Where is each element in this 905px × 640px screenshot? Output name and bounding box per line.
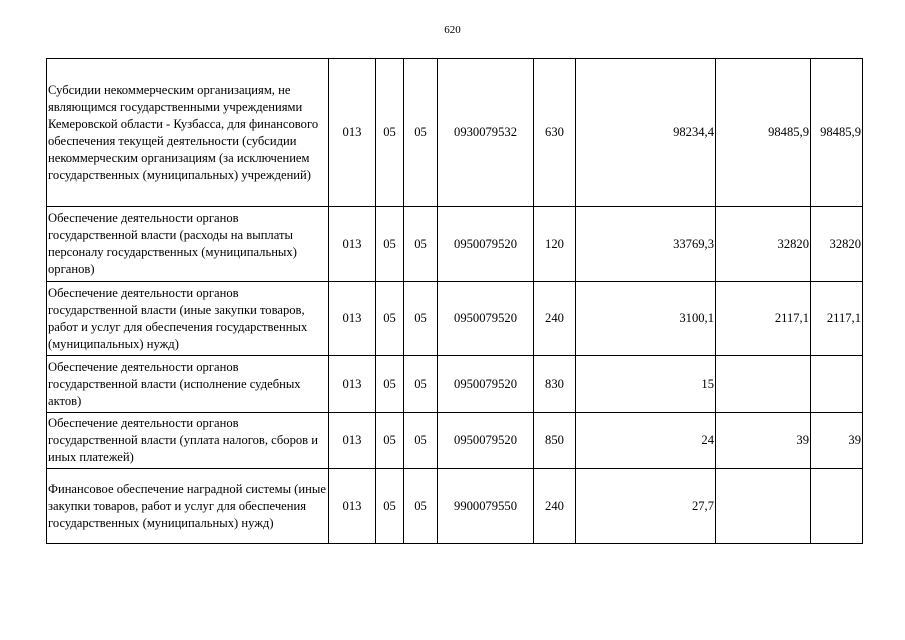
sum-year-3: 32820	[811, 207, 863, 282]
sum-year-1: 3100,1	[576, 282, 716, 356]
section-code: 05	[376, 356, 404, 413]
expense-type-code: 830	[534, 356, 576, 413]
ministry-code: 013	[329, 282, 376, 356]
target-article-code: 0930079532	[438, 59, 534, 207]
table-row	[47, 469, 863, 544]
sum-year-3	[811, 469, 863, 544]
subsection-code: 05	[404, 282, 438, 356]
table-row	[47, 356, 863, 413]
sum-year-2: 98485,9	[716, 59, 811, 207]
expense-type-code: 630	[534, 59, 576, 207]
expense-type-code: 120	[534, 207, 576, 282]
sum-year-1: 98234,4	[576, 59, 716, 207]
section-code: 05	[376, 59, 404, 207]
subsection-code: 05	[404, 469, 438, 544]
ministry-code: 013	[329, 413, 376, 469]
ministry-code: 013	[329, 356, 376, 413]
section-code: 05	[376, 469, 404, 544]
sum-year-2	[716, 469, 811, 544]
ministry-code: 013	[329, 59, 376, 207]
page-number: 620	[444, 24, 461, 36]
sum-year-1: 27,7	[576, 469, 716, 544]
sum-year-2: 2117,1	[716, 282, 811, 356]
subsection-code: 05	[404, 413, 438, 469]
row-name: Финансовое обеспечение наградной системы (иные закупки товаров, работ и услуг для обеспечения государственных (муниципальных) нужд)	[47, 469, 329, 544]
target-article-code: 0950079520	[438, 207, 534, 282]
sum-year-3: 98485,9	[811, 59, 863, 207]
section-code: 05	[376, 413, 404, 469]
table-row	[47, 413, 863, 469]
target-article-code: 9900079550	[438, 469, 534, 544]
ministry-code: 013	[329, 469, 376, 544]
sum-year-1: 24	[576, 413, 716, 469]
section-code: 05	[376, 282, 404, 356]
table-row	[47, 207, 863, 282]
sum-year-2: 39	[716, 413, 811, 469]
expense-type-code: 850	[534, 413, 576, 469]
row-name: Обеспечение деятельности органов государственной власти (исполнение судебных актов)	[47, 356, 329, 413]
budget-table	[46, 58, 863, 544]
sum-year-1: 33769,3	[576, 207, 716, 282]
section-code: 05	[376, 207, 404, 282]
target-article-code: 0950079520	[438, 413, 534, 469]
subsection-code: 05	[404, 59, 438, 207]
table-row	[47, 59, 863, 207]
sum-year-3: 39	[811, 413, 863, 469]
row-name: Обеспечение деятельности органов государственной власти (иные закупки товаров, работ и услуг для обеспечения государственных (муниципальных) нужд)	[47, 282, 329, 356]
table-row	[47, 282, 863, 356]
sum-year-2: 32820	[716, 207, 811, 282]
expense-type-code: 240	[534, 469, 576, 544]
sum-year-1: 15	[576, 356, 716, 413]
sum-year-2	[716, 356, 811, 413]
expense-type-code: 240	[534, 282, 576, 356]
row-name: Обеспечение деятельности органов государственной власти (уплата налогов, сборов и иных платежей)	[47, 413, 329, 469]
sum-year-3: 2117,1	[811, 282, 863, 356]
ministry-code: 013	[329, 207, 376, 282]
row-name: Субсидии некоммерческим организациям, не являющимся государственными учреждениями Кемеровской области - Кузбасса, для финансового обеспечения текущей деятельности (субсидии некоммерческим организациям (за исключением государственных (муниципальных) учреждений)	[47, 59, 329, 207]
subsection-code: 05	[404, 207, 438, 282]
target-article-code: 0950079520	[438, 356, 534, 413]
target-article-code: 0950079520	[438, 282, 534, 356]
sum-year-3	[811, 356, 863, 413]
row-name: Обеспечение деятельности органов государственной власти (расходы на выплаты персоналу государственных (муниципальных) органов)	[47, 207, 329, 282]
subsection-code: 05	[404, 356, 438, 413]
